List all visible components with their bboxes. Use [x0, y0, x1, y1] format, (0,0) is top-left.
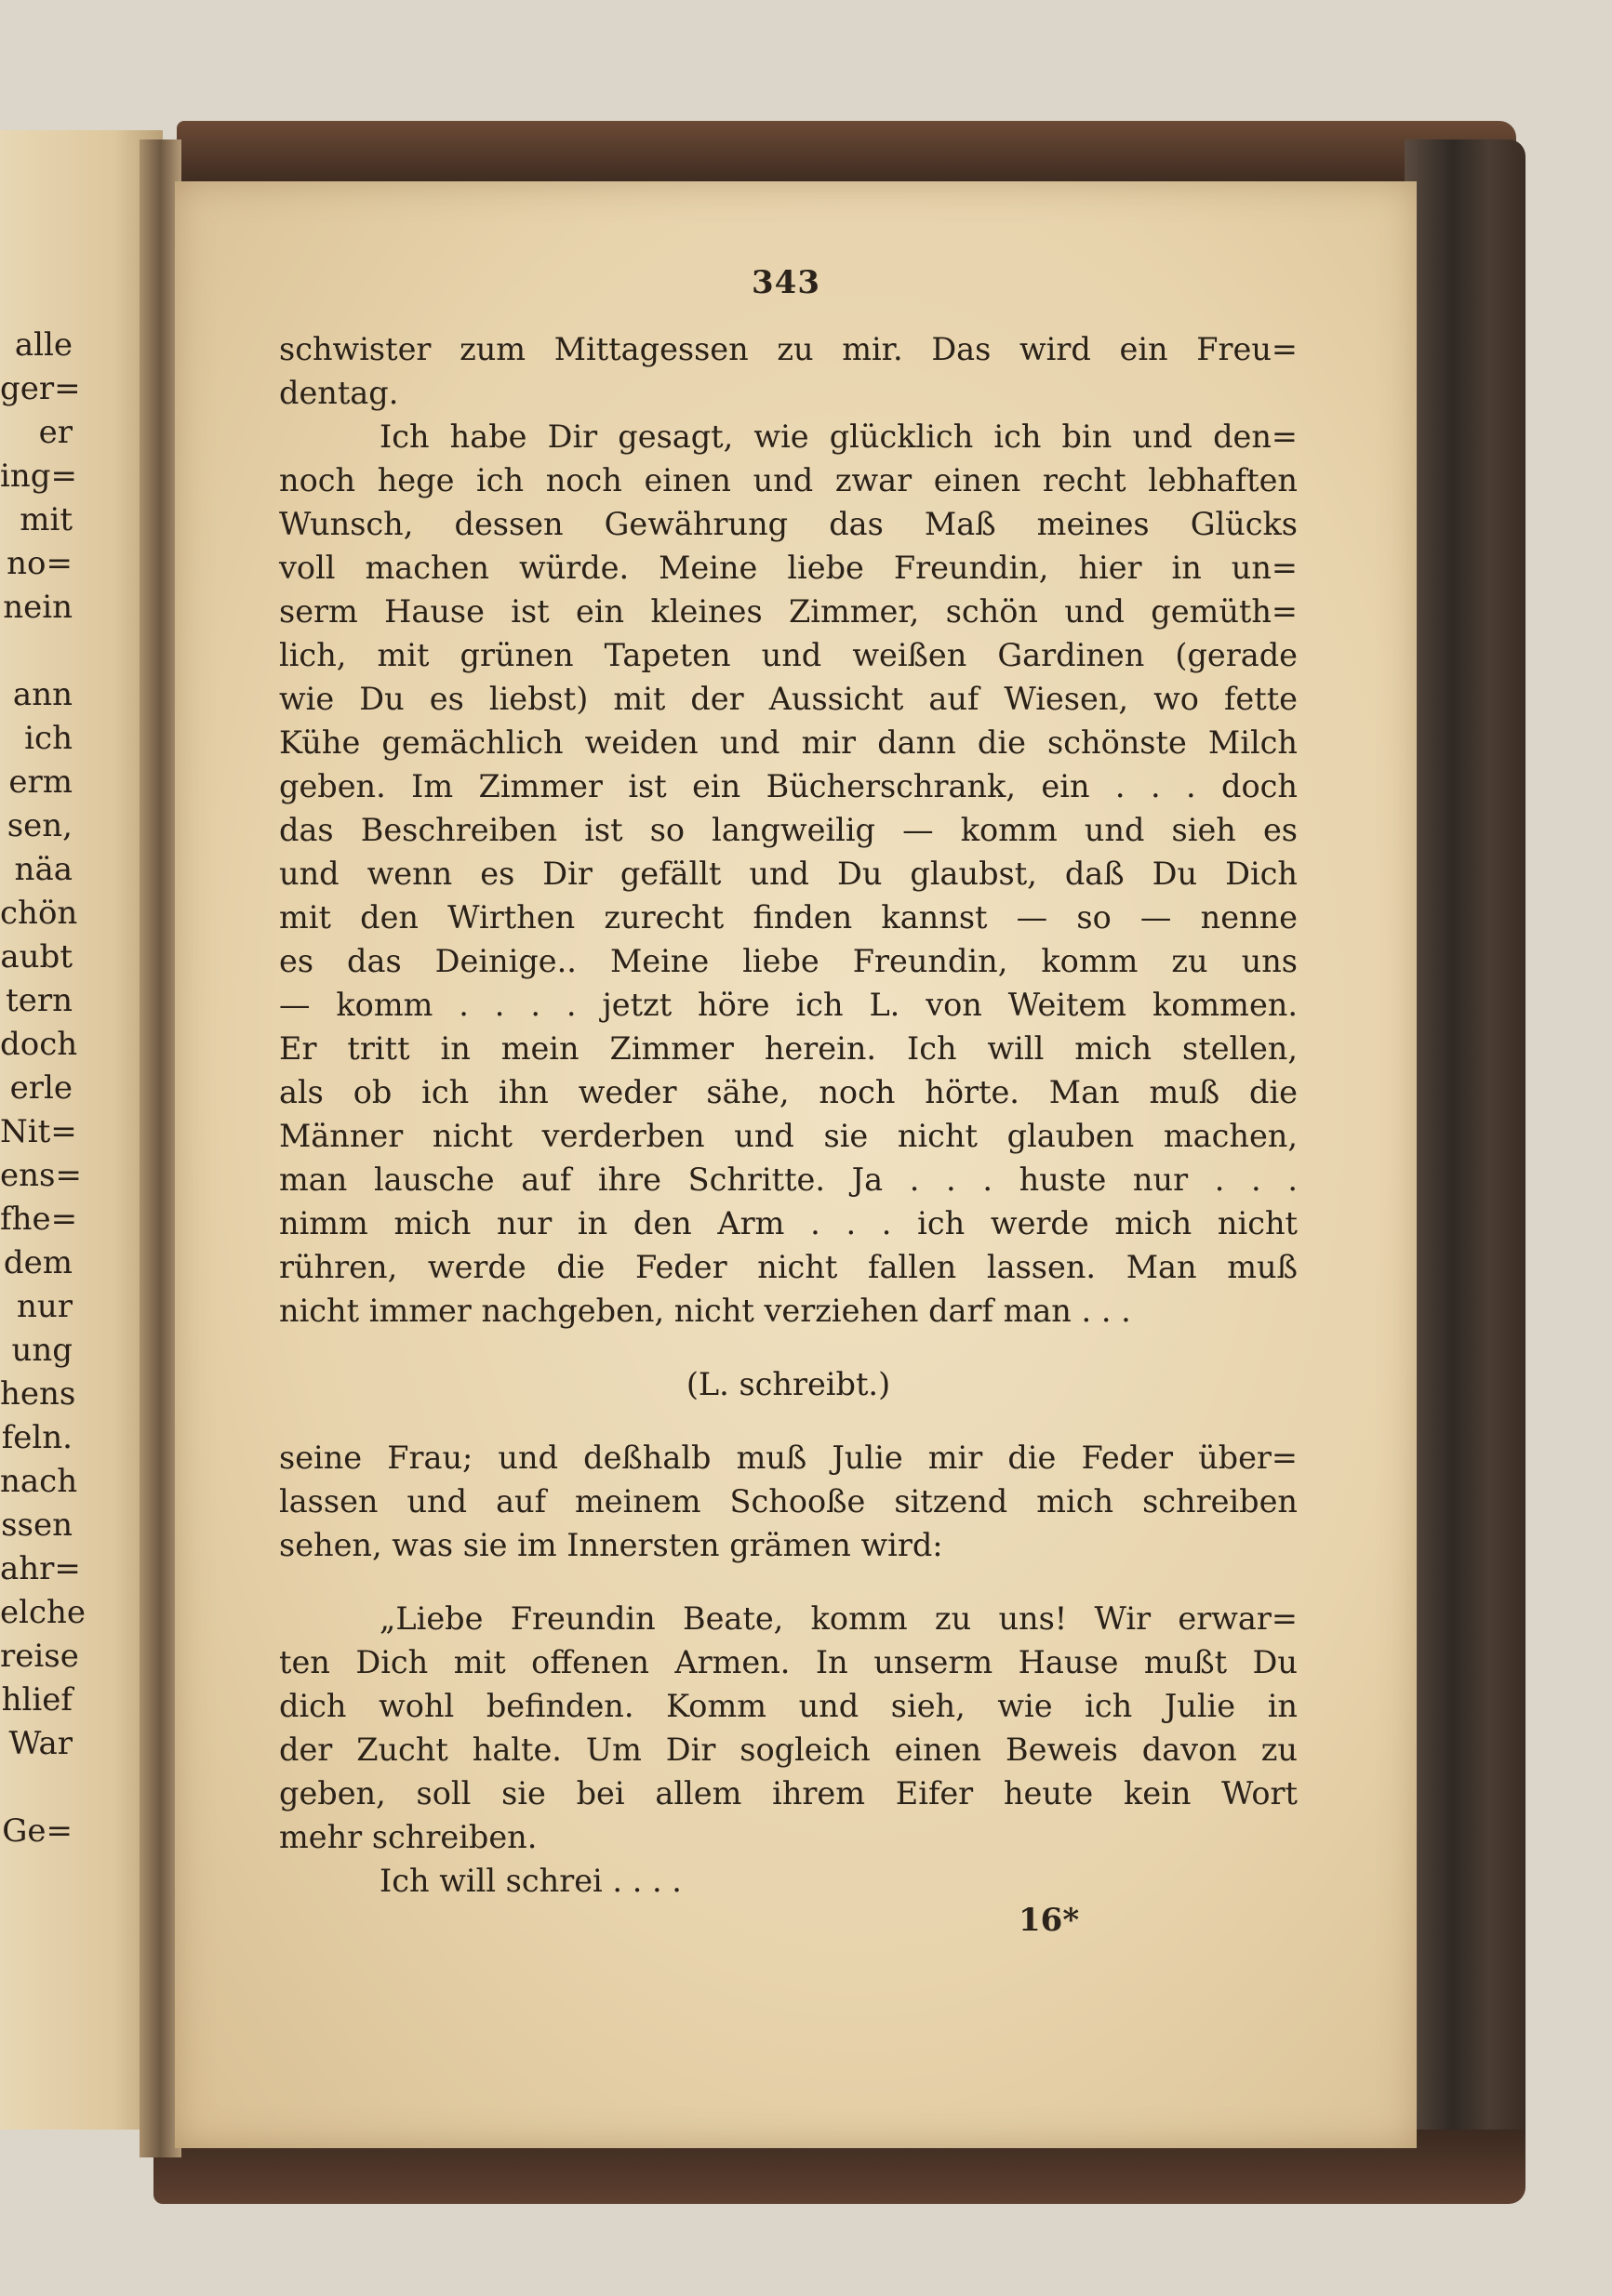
left-fragment: hlief	[1, 1681, 73, 1719]
letter-line: ten Dich mit offenen Armen. In unserm Hause mußt Du	[279, 1644, 1298, 1680]
text-line: serm Hause ist ein kleines Zimmer, schön und gemüth=	[279, 593, 1298, 630]
page-number: 343	[752, 264, 820, 301]
left-fragment: er	[38, 414, 73, 451]
text-line: wie Du es liebst) mit der Aussicht auf Wiesen, wo fette	[279, 681, 1298, 717]
left-fragment: ger=	[0, 370, 81, 407]
text-line: das Beschreiben ist so langweilig — komm und sieh es	[279, 812, 1298, 848]
letter-line: mehr schreiben.	[279, 1819, 538, 1855]
left-fragment: reise	[0, 1638, 79, 1675]
left-fragment: Nit=	[0, 1113, 77, 1150]
left-fragment: nach	[0, 1463, 78, 1500]
letter-line: dich wohl befinden. Komm und sieh, wie ich Julie in	[279, 1688, 1298, 1724]
book-cover-right-edge	[1405, 139, 1525, 2176]
left-fragment: chön	[0, 895, 78, 932]
left-fragment: ing=	[0, 458, 78, 495]
left-fragment	[0, 1766, 73, 1810]
left-fragment: ann	[12, 676, 73, 713]
left-fragment: ich	[24, 720, 73, 757]
text-line: dentag.	[279, 375, 399, 411]
text-line: — komm . . . . jetzt höre ich L. von Weitem kommen.	[279, 987, 1298, 1023]
text-line: es das Deinige.. Meine liebe Freundin, komm zu uns	[279, 943, 1298, 979]
text-line: lich, mit grünen Tapeten und weißen Gardinen (gerade	[279, 637, 1298, 673]
letter-line: „Liebe Freundin Beate, komm zu uns! Wir erwar=	[380, 1600, 1298, 1637]
left-fragment: mit	[20, 501, 73, 538]
signature-mark: 16*	[1019, 1902, 1080, 1939]
left-fragment: erle	[9, 1069, 73, 1107]
text-line: als ob ich ihn weder sähe, noch hörte. Man muß die	[279, 1074, 1298, 1110]
left-fragment: fhe=	[0, 1201, 78, 1238]
text-line: mit den Wirthen zurecht finden kannst — so — nenne	[279, 899, 1298, 936]
left-fragment: hens	[0, 1375, 76, 1413]
left-fragment: sen,	[7, 807, 73, 844]
left-fragment: erm	[8, 763, 73, 801]
text-line: schwister zum Mittagessen zu mir. Das wird ein Freu=	[279, 331, 1298, 367]
closing-line: Ich will schrei . . . .	[380, 1863, 682, 1899]
left-fragment: aubt	[0, 938, 73, 975]
book-cover-top-edge	[177, 121, 1516, 186]
left-fragment: Ge=	[2, 1812, 73, 1850]
left-fragment: feln.	[1, 1419, 73, 1456]
text-line: geben. Im Zimmer ist ein Bücherschrank, ein . . . doch	[279, 768, 1298, 804]
text-line: noch hege ich noch einen und zwar einen recht lebhaften	[279, 462, 1298, 498]
left-fragment	[0, 630, 73, 673]
text-line: voll machen würde. Meine liebe Freundin, hier in un=	[279, 550, 1298, 586]
page-body-text	[279, 327, 1298, 1903]
text-line: sehen, was sie im Innersten grämen wird:	[279, 1527, 943, 1563]
letter-line: geben, soll sie bei allem ihrem Eifer heute kein Wort	[279, 1775, 1298, 1812]
text-line: nimm mich nur in den Arm . . . ich werde mich nicht	[279, 1205, 1298, 1241]
text-line: seine Frau; und deßhalb muß Julie mir die Feder über=	[279, 1440, 1298, 1476]
left-fragment: no=	[7, 545, 73, 582]
text-line: Kühe gemächlich weiden und mir dann die schönste Milch	[279, 724, 1298, 761]
left-fragment: tern	[6, 982, 73, 1019]
text-line: Ich habe Dir gesagt, wie glücklich ich bin und den=	[380, 418, 1298, 455]
left-fragment: ahr=	[0, 1550, 81, 1587]
left-fragment: doch	[0, 1026, 78, 1063]
stage-direction: (L. schreibt.)	[686, 1366, 891, 1402]
text-line: lassen und auf meinem Schooße sitzend mich schreiben	[279, 1483, 1298, 1520]
left-fragment: näa	[14, 851, 73, 888]
left-fragment: dem	[3, 1244, 73, 1281]
text-line: nicht immer nachgeben, nicht verziehen darf man . . .	[279, 1293, 1131, 1329]
left-page-text-fragments	[0, 324, 87, 1853]
text-line: Er tritt in mein Zimmer herein. Ich will mich stellen,	[279, 1030, 1298, 1067]
letter-line: der Zucht halte. Um Dir sogleich einen Beweis davon zu	[279, 1732, 1298, 1768]
text-line: rühren, werde die Feder nicht fallen lassen. Man muß	[279, 1249, 1298, 1285]
left-fragment: alle	[14, 326, 73, 364]
left-fragment: ung	[11, 1332, 73, 1369]
text-line: man lausche auf ihre Schritte. Ja . . . huste nur . . .	[279, 1161, 1298, 1198]
text-line: Wunsch, dessen Gewährung das Maß meines Glücks	[279, 506, 1298, 542]
left-fragment: War	[8, 1725, 73, 1762]
left-fragment: elche	[0, 1594, 87, 1631]
left-fragment: ens=	[0, 1157, 82, 1194]
left-fragment: nur	[16, 1288, 73, 1325]
left-fragment: ssen	[1, 1506, 73, 1544]
left-fragment: nein	[3, 589, 73, 626]
text-line: Männer nicht verderben und sie nicht glauben machen,	[279, 1118, 1298, 1154]
text-line: und wenn es Dir gefällt und Du glaubst, daß Du Dich	[279, 856, 1298, 892]
